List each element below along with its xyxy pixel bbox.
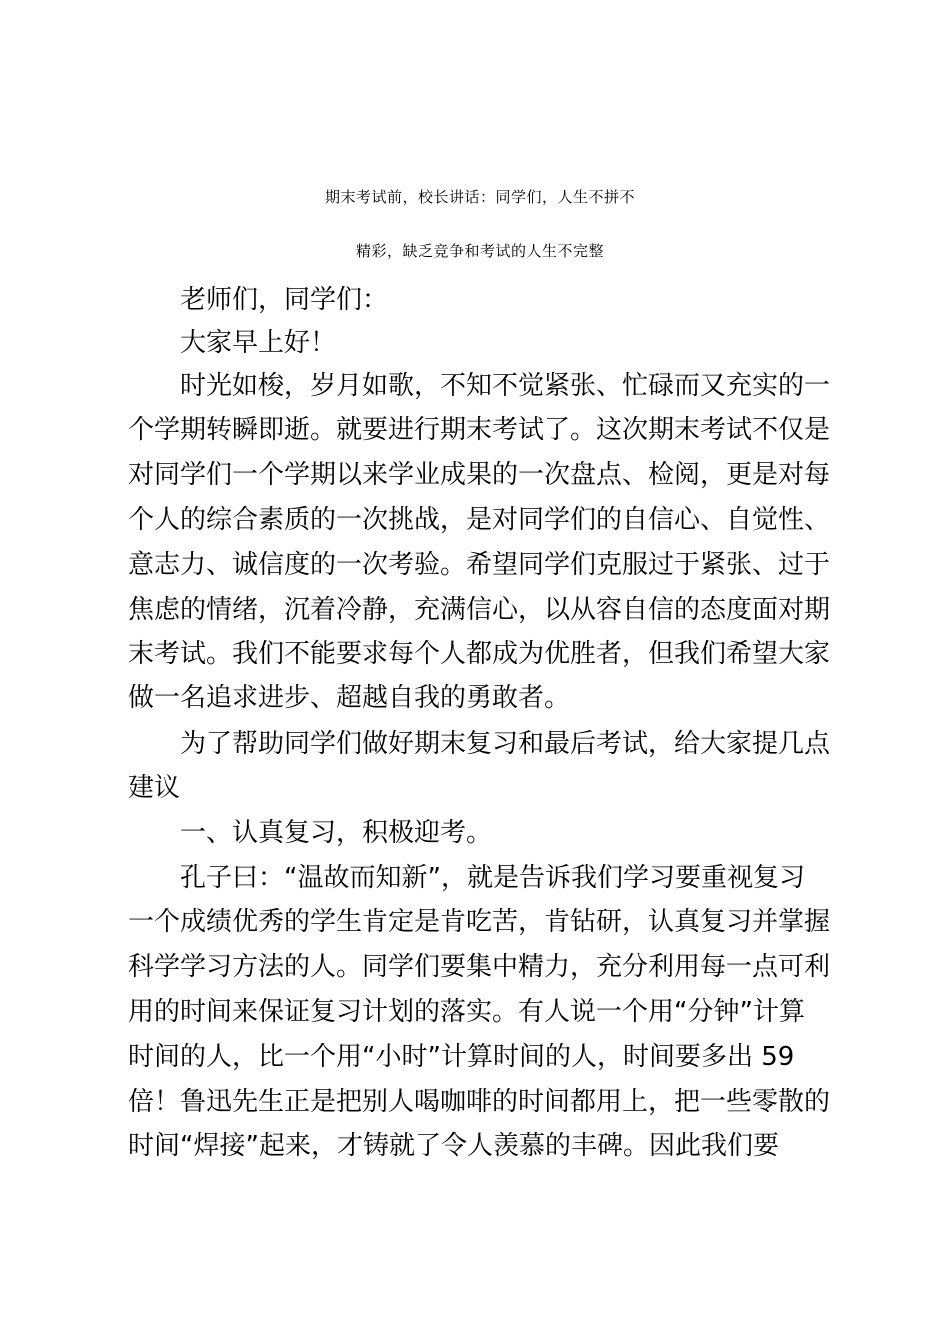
paragraph-1-line-4: 个人的综合素质的一次挑战，是对同学们的自信心、自觉性、 — [128, 505, 831, 535]
paragraph-3-line-5: 时间的人，比一个用“小时”计算时间的人，时间要多出 59 — [128, 1042, 795, 1072]
salutation: 老师们，同学们： — [180, 285, 389, 315]
title-line-2: 精彩，缺乏竞争和考试的人生不完整 — [355, 242, 604, 260]
paragraph-3-line-4: 用的时间来保证复习计划的落实。有人说一个用“分钟”计算 — [128, 997, 805, 1027]
paragraph-3-line-6: 倍！鲁迅先生正是把别人喝咖啡的时间都用上，把一些零散的 — [128, 1087, 831, 1117]
greeting: 大家早上好！ — [180, 328, 337, 358]
section-heading-1: 一、认真复习，积极迎考。 — [180, 818, 493, 848]
paragraph-1-line-7: 末考试。我们不能要求每个人都成为优胜者，但我们希望大家 — [128, 639, 831, 669]
paragraph-1-line-5: 意志力、诚信度的一次考验。希望同学们克服过于紧张、过于 — [128, 550, 831, 580]
paragraph-3-line-3: 科学学习方法的人。同学们要集中精力，充分利用每一点可利 — [128, 952, 831, 982]
document-title — [100, 170, 860, 278]
paragraph-1-line-2: 个学期转瞬即逝。就要进行期末考试了。这次期末考试不仅是 — [128, 415, 831, 445]
paragraph-1-line-6: 焦虑的情绪，沉着冷静，充满信心，以从容自信的态度面对期 — [128, 595, 831, 625]
paragraph-3-line-7: 时间“焊接”起来，才铸就了令人羡慕的丰碑。因此我们要 — [128, 1131, 779, 1161]
paragraph-3-line-2: 一个成绩优秀的学生肯定是肯吃苦，肯钻研，认真复习并掌握 — [128, 907, 831, 937]
paragraph-1-line-3: 对同学们一个学期以来学业成果的一次盘点、检阅，更是对每 — [128, 460, 831, 490]
paragraph-3-line-1: 孔子曰：“温故而知新”，就是告诉我们学习要重视复习 — [180, 863, 805, 893]
paragraph-1-line-8: 做一名追求进步、超越自我的勇敢者。 — [128, 683, 571, 713]
paragraph-1-line-1: 时光如梭，岁月如歌，不知不觉紧张、忙碌而又充实的一 — [180, 371, 831, 401]
title-line-1: 期末考试前，校长讲话：同学们，人生不拼不 — [324, 188, 635, 206]
paragraph-2-line-1: 为了帮助同学们做好期末复习和最后考试，给大家提几点 — [180, 729, 831, 759]
paragraph-2-line-2: 建议 — [128, 773, 181, 803]
